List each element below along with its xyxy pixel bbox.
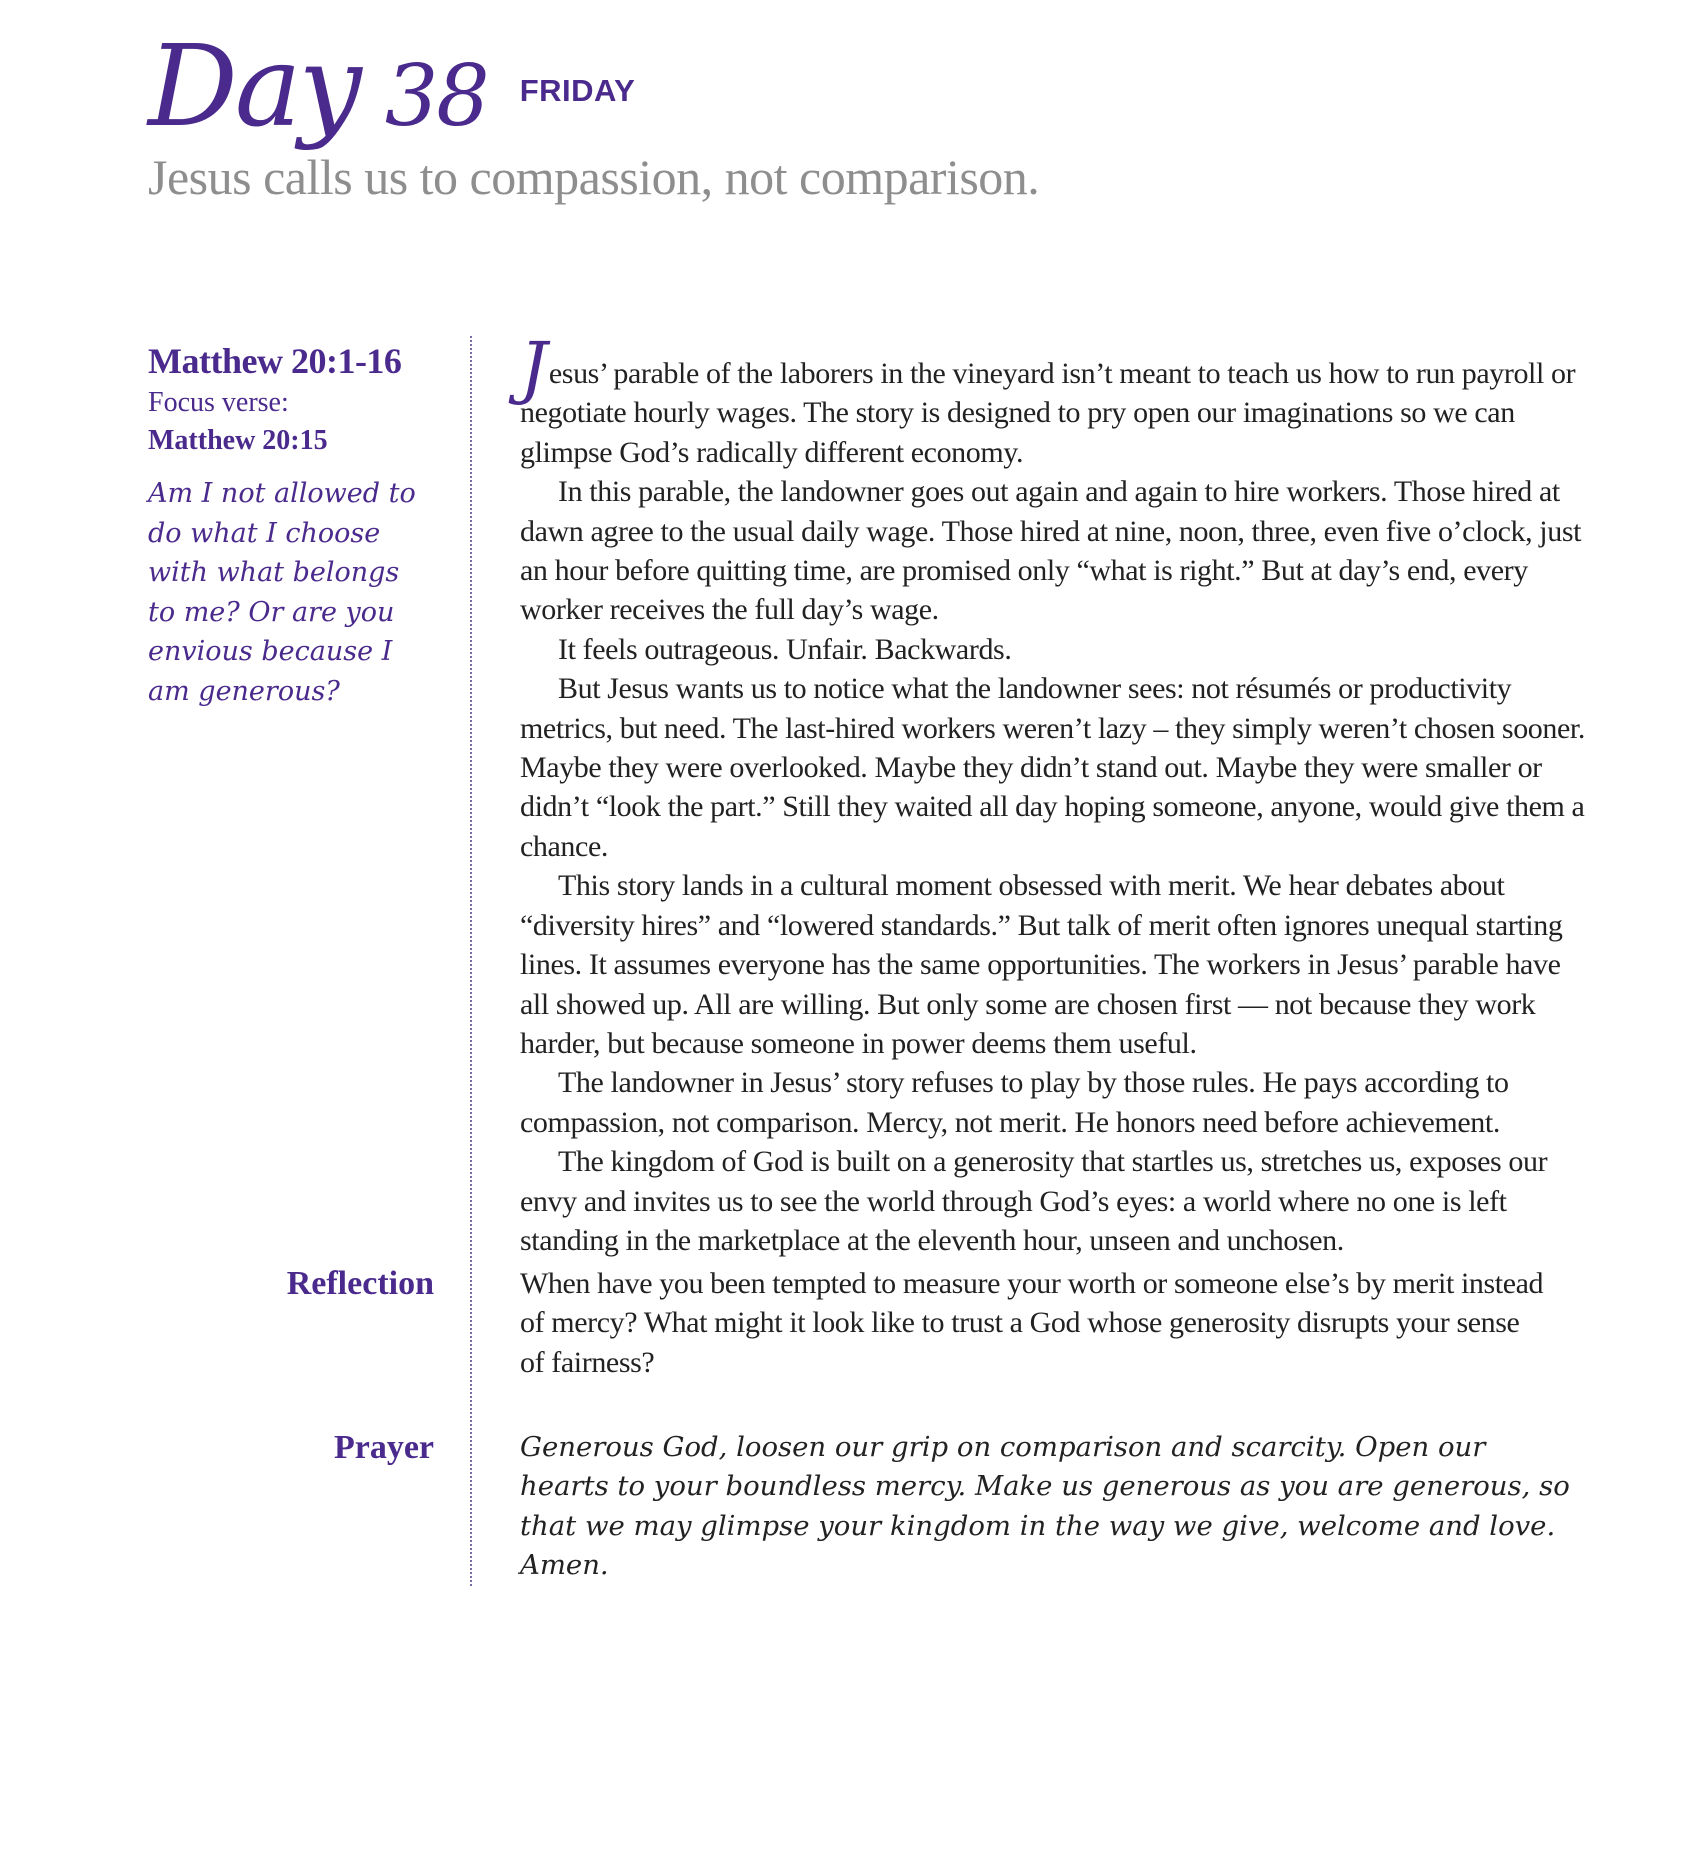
- drop-cap: J: [520, 329, 547, 408]
- page-subtitle: Jesus calls us to compassion, not comparison.: [148, 149, 1040, 205]
- focus-verse-reference: Matthew 20:15: [148, 425, 328, 456]
- page-header: [148, 22, 1040, 206]
- body-paragraph: The kingdom of God is built on a generosity that startles us, stretches us, exposes our envy and invites us to see the world through God’s eyes: a world where no one is left standing in the marketplace at the eleventh hour, unseen and unchosen.: [520, 1145, 1548, 1257]
- reflection-label: Reflection: [286, 1265, 434, 1302]
- devotional-body: [520, 329, 1588, 1260]
- body-paragraph: [520, 329, 1588, 472]
- prayer-text: Generous God, loosen our grip on comparison and scarcity. Open our hearts to your boundless mercy. Make us generous as you are generous, so that we may glimpse your kingdom in the way we give, welcome and love. Amen.: [520, 1431, 1570, 1582]
- body-paragraph-text: esus’ parable of the laborers in the vineyard isn’t meant to teach us how to run payroll or negotiate hourly wages. The story is designed to pry open our imaginations so we can glimpse God’s radically different economy.: [520, 357, 1576, 469]
- body-paragraph: But Jesus wants us to notice what the landowner sees: not résumés or productivity metrics, but need. The last-hired workers weren’t lazy – they simply weren’t chosen sooner. Maybe they were overlooked. Maybe they didn’t stand out. Maybe they were smaller or didn’t “look the part.” Still they waited all day hoping someone, anyone, would give them a chance.: [520, 672, 1585, 863]
- scripture-reference: Matthew 20:1-16: [148, 341, 402, 381]
- dotted-divider: [470, 336, 472, 1586]
- day-word: Day: [148, 22, 359, 152]
- reflection-text: When have you been tempted to measure your worth or someone else’s by merit instead of mercy? What might it look like to trust a God whose generosity disrupts your sense of fairness?: [520, 1267, 1544, 1379]
- prayer-label: Prayer: [333, 1429, 434, 1466]
- body-paragraph: This story lands in a cultural moment obsessed with merit. We hear debates about “diversity hires” and “lowered standards.” But talk of merit often ignores unequal starting lines. It assumes everyone has the same opportunities. The workers in Jesus’ parable have all showed up. All are willing. But only some are chosen first — not because they work harder, but because someone in power deems them useful.: [520, 869, 1563, 1060]
- focus-verse-text: Am I not allowed to do what I choose with what belongs to me? Or are you envious because I am generous?: [148, 478, 416, 707]
- scripture-sidebar: [148, 340, 448, 711]
- day-number: 38: [384, 47, 488, 145]
- body-paragraph: In this parable, the landowner goes out again and again to hire workers. Those hired at dawn agree to the usual daily wage. Those hired at nine, noon, three, even five o’clock, just an hour before quitting time, are promised only “what is right.” But at day’s end, every worker receives the full day’s wage.: [520, 475, 1582, 627]
- day-heading: [148, 22, 1039, 152]
- weekday-label: FRIDAY: [519, 73, 636, 108]
- body-paragraph: The landowner in Jesus’ story refuses to play by those rules. He pays according to compassion, not comparison. Mercy, not merit. He honors need before achievement.: [520, 1066, 1509, 1139]
- body-paragraph: It feels outrageous. Unfair. Backwards.: [558, 632, 1012, 666]
- focus-verse-label: Focus verse:: [148, 387, 289, 418]
